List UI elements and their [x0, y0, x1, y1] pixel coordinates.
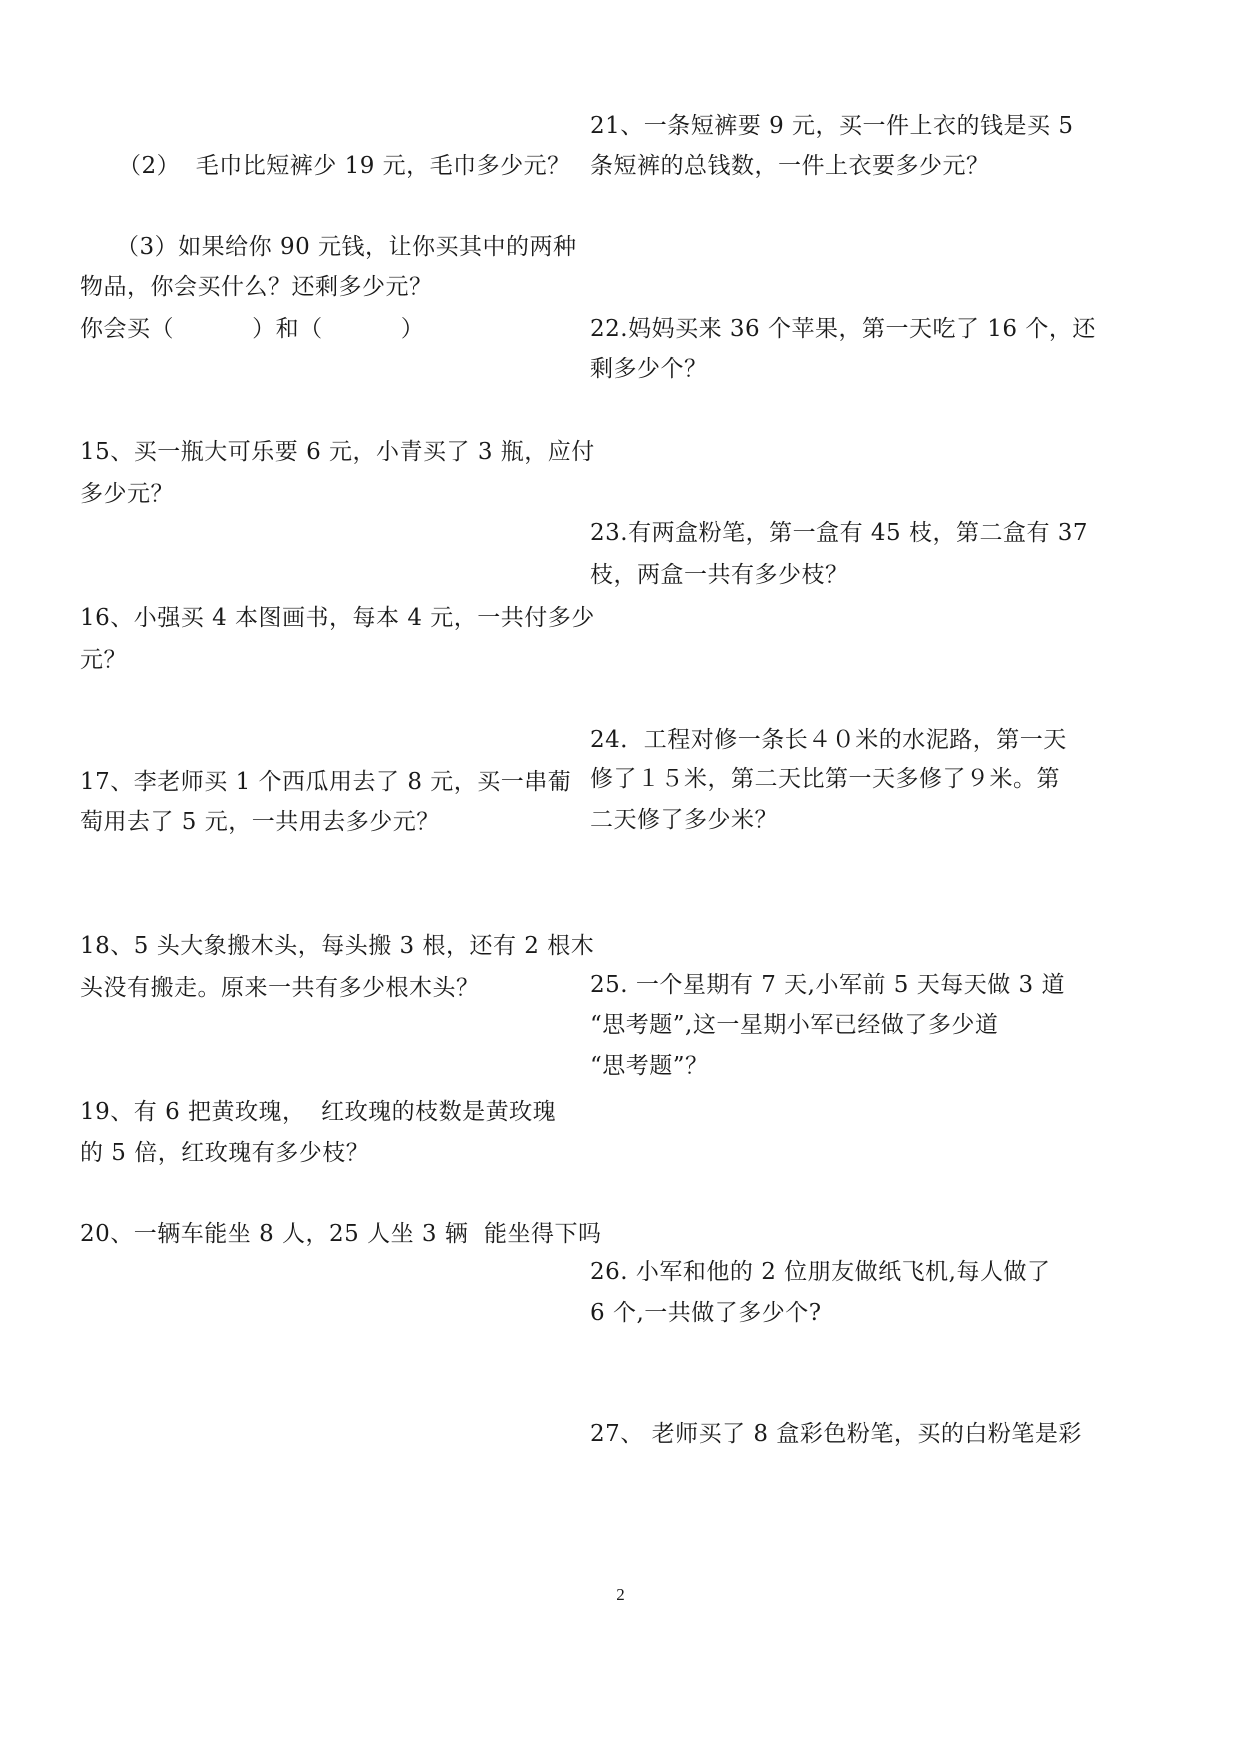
question-21-line-1: 21、一条短裤要 9 元，买一件上衣的钱是买 5 [590, 113, 1074, 139]
question-17-line-2: 萄用去了 5 元，一共用去多少元？ [80, 809, 440, 835]
question-14-part2-line-1: （2） 毛巾比短裤少 19 元，毛巾多少元？ [118, 153, 571, 179]
question-16-line-1: 16、小强买 4 本图画书，每本 4 元，一共付多少 [80, 605, 595, 631]
question-15-line-2: 多少元？ [80, 481, 174, 507]
question-14-part3-line-3: 你会买（ ）和（ ） [80, 316, 425, 342]
question-18-line-2: 头没有搬走。原来一共有多少根木头？ [80, 975, 480, 1001]
question-18-line-1: 18、5 头大象搬木头，每头搬 3 根，还有 2 根木 [80, 933, 595, 959]
question-23-line-1: 23.有两盒粉笔，第一盒有 45 枝，第二盒有 37 [590, 520, 1089, 546]
question-25-line-3: “思考题”？ [590, 1053, 709, 1079]
question-24-line-3: 二天修了多少米？ [590, 807, 778, 833]
question-26-line-2: 6 个,一共做了多少个? [590, 1300, 822, 1326]
question-27-line-1: 27、 老师买了 8 盒彩色粉笔，买的白粉笔是彩 [590, 1421, 1082, 1447]
question-26-line-1: 26. 小军和他的 2 位朋友做纸飞机,每人做了 [590, 1259, 1051, 1285]
question-14-part3-line-2: 物品，你会买什么？还剩多少元？ [80, 274, 433, 300]
question-22-line-2: 剩多少个？ [590, 356, 708, 382]
question-17-line-1: 17、李老师买 1 个西瓜用去了 8 元，买一串葡 [80, 769, 572, 795]
question-20-line-1: 20、一辆车能坐 8 人，25 人坐 3 辆 能坐得下吗 [80, 1221, 602, 1247]
question-24-line-2: 修了１５米，第二天比第一天多修了９米。第 [590, 766, 1060, 792]
question-21-line-2: 条短裤的总钱数，一件上衣要多少元？ [590, 153, 990, 179]
question-15-line-1: 15、买一瓶大可乐要 6 元，小青买了 3 瓶，应付 [80, 439, 595, 465]
question-19-line-2: 的 5 倍，红玫瑰有多少枝？ [80, 1140, 370, 1166]
question-25-line-2: “思考题”,这一星期小军已经做了多少道 [590, 1012, 999, 1038]
question-19-line-1: 19、有 6 把黄玫瑰， 红玫瑰的枝数是黄玫瑰 [80, 1099, 557, 1125]
question-22-line-1: 22.妈妈买来 36 个苹果，第一天吃了 16 个，还 [590, 316, 1096, 342]
question-14-part3-line-1: （3）如果给你 90 元钱，让你买其中的两种 [116, 234, 577, 260]
question-24-line-1: 24．工程对修一条长４０米的水泥路，第一天 [590, 727, 1067, 753]
page-number: 2 [616, 1585, 625, 1604]
question-23-line-2: 枝，两盒一共有多少枝？ [590, 562, 849, 588]
question-16-line-2: 元？ [80, 647, 127, 673]
question-25-line-1: 25. 一个星期有 7 天,小军前 5 天每天做 3 道 [590, 972, 1065, 998]
